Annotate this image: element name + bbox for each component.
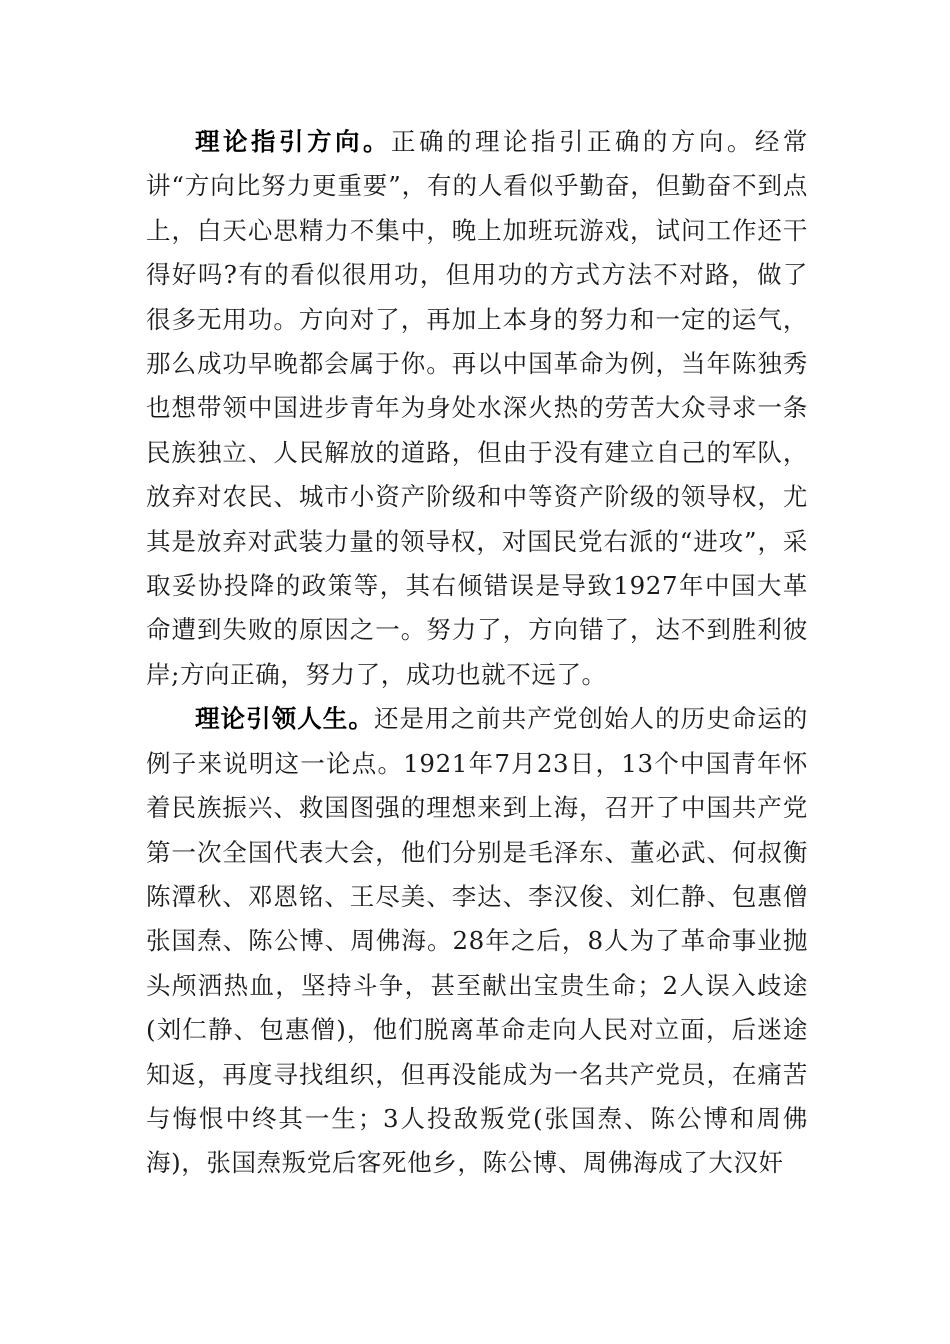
paragraph-body-text: 还是用之前共产党创始人的历史命运的例子来说明这一论点。1921年7月23日，13个中国青年怀着民族振兴、救国图强的理想来到上海，召开了中国共产党第一次全国代表大会，他们分别是毛泽东、董必武、何叔衡陈潭秋、邓恩铭、王尽美、李达、李汉俊、刘仁静、包惠僧张国焘、陈公博、周佛海。28年之后，8人为了革命事业抛头颅洒热血，坚持斗争，甚至献出宝贵生命；2人误入歧途(刘仁静、包惠僧)，他们脱离革命走向人民对立面，后迷途知返，再度寻找组织，但再没能成为一名共产党员，在痛苦与悔恨中终其一生；3人投敌叛党(张国焘、陈公博和周佛海)，张国焘叛党后客死他乡，陈公博、周佛海成了大汉奸: [146, 704, 809, 1178]
paragraph-body-text: 正确的理论指引正确的方向。经常讲“方向比努力更重要”，有的人看似乎勤奋，但勤奋不到点上，白天心思精力不集中，晚上加班玩游戏，试问工作还干得好吗?有的看似很用功，但用功的方式方法不对路，做了很多无用功。方向对了，再加上本身的努力和一定的运气，那么成功早晚都会属于你。再以中国革命为例，当年陈独秀也想带领中国进步青年为身处水深火热的劳苦大众寻求一条民族独立、人民解放的道路，但由于没有建立自己的军队，放弃对农民、城市小资产阶级和中等资产阶级的领导权，尤其是放弃对武装力量的领导权，对国民党右派的“进攻”，采取妥协投降的政策等，其右倾错误是导致1927年中国大革命遭到失败的原因之一。努力了，方向错了，达不到胜利彼岸;方向正确，努力了，成功也就不远了。: [146, 127, 808, 689]
paragraph-theory-leads-life: [146, 697, 808, 1185]
paragraph-theory-guides-direction: [146, 120, 808, 697]
document-body: [146, 120, 808, 1186]
paragraph-lead-heading: 理论引领人生。: [195, 704, 374, 734]
paragraph-lead-heading: 理论指引方向。: [195, 127, 391, 156]
